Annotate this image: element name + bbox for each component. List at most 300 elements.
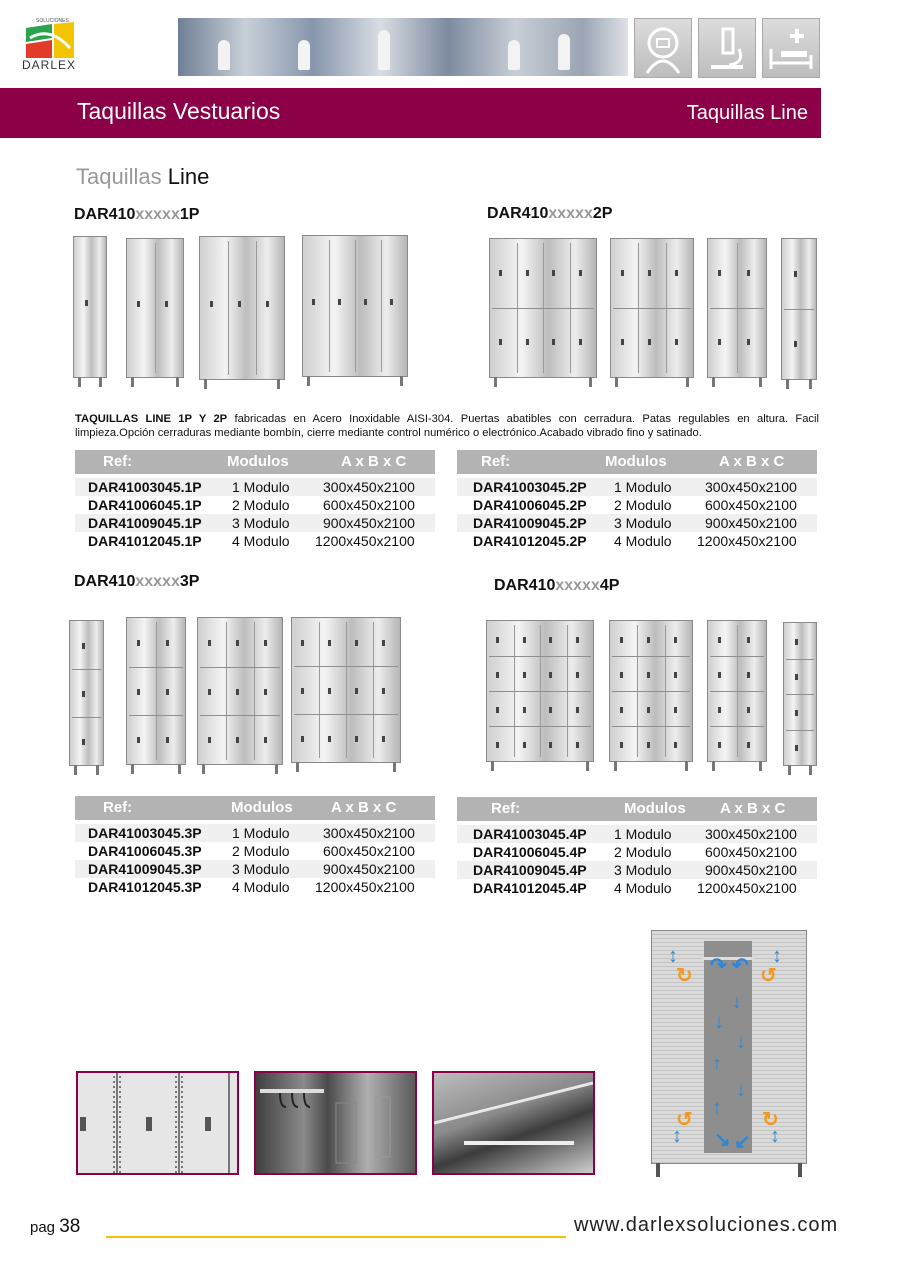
locker-row-divider — [612, 691, 690, 692]
cell-dimensions: 900x450x2100 — [323, 515, 415, 531]
table-body — [457, 478, 817, 550]
airflow-circular-arrow-icon: ↺ — [676, 1109, 693, 1131]
locker-leg — [307, 376, 310, 386]
table-row — [457, 514, 817, 532]
lock-icon — [499, 270, 502, 276]
lock-icon — [85, 300, 88, 306]
cell-ref: DAR41006045.2P — [473, 497, 587, 513]
cell-modulos: 2 Modulo — [232, 497, 290, 513]
lock-icon — [718, 270, 721, 276]
lock-icon — [137, 301, 140, 307]
cell-ref: DAR41006045.1P — [88, 497, 202, 513]
locker-door-divider — [329, 240, 330, 372]
lock-icon — [621, 270, 624, 276]
lock-icon — [301, 640, 304, 646]
lock-icon — [355, 688, 358, 694]
locker-leg — [798, 1163, 802, 1177]
locker-unit — [302, 235, 408, 377]
airflow-circular-arrow-icon: ↻ — [762, 1109, 779, 1131]
hospital-bed-icon — [762, 18, 820, 78]
locker-door-divider — [256, 241, 257, 375]
table-row — [75, 532, 435, 550]
lock-icon — [549, 637, 552, 643]
lock-icon — [718, 672, 721, 678]
table-row — [75, 496, 435, 514]
lock-icon — [390, 299, 393, 305]
lock-icon — [718, 637, 721, 643]
website-url[interactable]: www.darlexsoluciones.com — [574, 1214, 839, 1236]
cell-dimensions: 900x450x2100 — [705, 515, 797, 531]
locker-unit — [783, 622, 817, 766]
lock-icon — [747, 672, 750, 678]
lock-icon — [526, 339, 529, 345]
cell-ref: DAR41003045.4P — [473, 826, 587, 842]
lock-icon — [496, 637, 499, 643]
lock-icon — [82, 643, 85, 649]
airflow-up-arrow-icon: ↑ — [712, 1053, 722, 1075]
lock-icon — [496, 707, 499, 713]
lock-icon — [328, 736, 331, 742]
table-row — [75, 478, 435, 496]
locker-leg — [686, 377, 689, 387]
cell-dimensions: 1200x450x2100 — [697, 880, 797, 896]
lock-icon — [675, 339, 678, 345]
cell-ref: DAR41012045.3P — [88, 879, 202, 895]
lock-icon — [496, 742, 499, 748]
cell-ref: DAR41003045.3P — [88, 825, 202, 841]
lock-icon — [301, 688, 304, 694]
locker-leg — [277, 379, 280, 389]
lock-icon — [552, 270, 555, 276]
lock-icon — [647, 707, 650, 713]
locker-leg — [809, 379, 812, 389]
cell-dimensions: 600x450x2100 — [705, 844, 797, 860]
locker-leg — [204, 379, 207, 389]
lock-icon — [301, 736, 304, 742]
locker-door-divider — [254, 622, 255, 760]
locker-row-divider — [200, 667, 280, 668]
locker-leg — [491, 761, 494, 771]
lock-icon — [165, 301, 168, 307]
lock-icon — [523, 672, 526, 678]
lock-icon — [718, 339, 721, 345]
locker-leg — [712, 377, 715, 387]
cell-dimensions: 300x450x2100 — [705, 826, 797, 842]
locker-leg — [131, 764, 134, 774]
lock-icon — [82, 691, 85, 697]
lock-icon — [579, 270, 582, 276]
lock-icon — [137, 640, 140, 646]
microscope-icon — [698, 18, 756, 78]
cell-dimensions: 300x450x2100 — [323, 825, 415, 841]
locker-leg — [202, 764, 205, 774]
table-row — [75, 842, 435, 860]
locker-row-divider — [129, 667, 183, 668]
lock-icon — [338, 299, 341, 305]
cell-modulos: 4 Modulo — [232, 533, 290, 549]
lock-icon — [795, 745, 798, 751]
lock-icon — [210, 301, 213, 307]
lock-icon — [718, 742, 721, 748]
banner-subtitle: Taquillas Line — [686, 102, 808, 124]
lock-icon — [382, 640, 385, 646]
table-body — [75, 478, 435, 550]
table-row — [457, 496, 817, 514]
locker-leg — [494, 377, 497, 387]
section-title-grey: Taquillas — [76, 164, 162, 189]
lock-icon — [328, 688, 331, 694]
lock-icon — [552, 339, 555, 345]
lock-icon — [166, 640, 169, 646]
lock-icon — [236, 737, 239, 743]
page-number: pag 38 — [30, 1216, 81, 1237]
locker-unit — [69, 620, 104, 766]
cell-dimensions: 600x450x2100 — [323, 843, 415, 859]
locker-row-divider — [710, 308, 764, 309]
locker-leg — [788, 765, 791, 775]
lock-icon — [620, 742, 623, 748]
lock-icon — [795, 710, 798, 716]
spec-table-2p — [457, 450, 817, 550]
lock-icon — [166, 689, 169, 695]
lock-icon — [264, 640, 267, 646]
locker-unit — [291, 617, 401, 763]
lock-icon — [718, 707, 721, 713]
lock-icon — [674, 637, 677, 643]
airflow-locker-illustration — [651, 930, 807, 1164]
locker-unit — [197, 617, 283, 765]
lock-icon — [648, 339, 651, 345]
locker-leg — [78, 377, 81, 387]
cell-modulos: 3 Modulo — [614, 862, 672, 878]
locker-row-divider — [72, 669, 101, 670]
lock-icon — [747, 707, 750, 713]
cell-modulos: 3 Modulo — [232, 515, 290, 531]
cell-modulos: 4 Modulo — [614, 533, 672, 549]
locker-door-divider — [381, 240, 382, 372]
locker-leg — [178, 764, 181, 774]
locker-unit — [73, 236, 107, 378]
airflow-up-arrow-icon: ↑ — [712, 1097, 722, 1119]
locker-unit — [707, 238, 767, 378]
detail-photo-perforated-doors — [76, 1071, 239, 1175]
spec-table-1p — [75, 450, 435, 550]
cell-ref: DAR41009045.1P — [88, 515, 202, 531]
locker-row-divider — [786, 659, 814, 660]
footer-divider — [106, 1236, 566, 1238]
table-row — [457, 879, 817, 897]
locker-row-divider — [294, 714, 398, 715]
spec-table-3p — [75, 796, 435, 896]
locker-row-divider — [786, 730, 814, 731]
cell-ref: DAR41003045.2P — [473, 479, 587, 495]
locker-leg — [786, 379, 789, 389]
locker-row-divider — [72, 717, 101, 718]
table-row — [75, 514, 435, 532]
lock-icon — [137, 689, 140, 695]
lock-icon — [549, 707, 552, 713]
locker-row-divider — [710, 656, 764, 657]
cell-modulos: 2 Modulo — [614, 497, 672, 513]
lock-icon — [747, 742, 750, 748]
cell-modulos: 1 Modulo — [614, 479, 672, 495]
table-row — [457, 478, 817, 496]
locker-door-divider — [156, 622, 157, 760]
airflow-down-arrow-icon: ↕ — [672, 1125, 682, 1147]
locker-leg — [656, 1163, 660, 1177]
lock-icon — [794, 271, 797, 277]
description-text: fabricadas en Acero Inoxidable AISI-304. Puertas abatibles con cerradura. Patas regulables en altura. Facil limpieza.Opción cerraduras mediante bombín, cierre mediante control numérico o electrónico.Acabado vibrado fino y satinado. — [75, 413, 819, 439]
lock-icon — [236, 689, 239, 695]
locker-row-divider — [129, 715, 183, 716]
locker-unit — [781, 238, 817, 380]
locker-door-divider — [319, 622, 320, 758]
table-header: Ref: Modulos A x B x C — [457, 450, 817, 474]
locker-row-divider — [710, 726, 764, 727]
product-description — [75, 412, 819, 440]
lock-icon — [576, 707, 579, 713]
airflow-down-arrow-icon: ↓ — [714, 1011, 724, 1033]
locker-door-divider — [228, 241, 229, 375]
locker-row-divider — [710, 691, 764, 692]
airflow-circular-arrow-icon: ↺ — [760, 965, 777, 987]
lock-icon — [82, 739, 85, 745]
lock-icon — [382, 736, 385, 742]
cell-ref: DAR41009045.4P — [473, 862, 587, 878]
lock-icon — [794, 341, 797, 347]
cell-modulos: 3 Modulo — [232, 861, 290, 877]
lock-icon — [620, 672, 623, 678]
detail-photo-shelf — [432, 1071, 595, 1175]
cell-ref: DAR41006045.4P — [473, 844, 587, 860]
airflow-up-arrow-icon: ↕ — [668, 945, 678, 967]
table-row — [457, 825, 817, 843]
lock-icon — [747, 270, 750, 276]
cell-dimensions: 1200x450x2100 — [697, 533, 797, 549]
lock-icon — [312, 299, 315, 305]
lock-icon — [647, 637, 650, 643]
lock-icon — [579, 339, 582, 345]
table-row — [457, 843, 817, 861]
locker-unit — [609, 620, 693, 762]
cell-modulos: 1 Modulo — [614, 826, 672, 842]
locker-row-divider — [492, 308, 594, 309]
lock-icon — [264, 737, 267, 743]
lock-icon — [355, 736, 358, 742]
locker-leg — [96, 765, 99, 775]
table-row — [75, 824, 435, 842]
table-header: Ref: Modulos A x B x C — [457, 797, 817, 821]
locker-unit — [486, 620, 594, 762]
locker-unit — [199, 236, 285, 380]
cell-dimensions: 300x450x2100 — [323, 479, 415, 495]
banner-title: Taquillas Vestuarios — [77, 98, 281, 124]
airflow-down-arrow-icon: ↓ — [736, 1031, 746, 1053]
locker-leg — [759, 377, 762, 387]
table-row — [75, 860, 435, 878]
lock-icon — [364, 299, 367, 305]
locker-row-divider — [613, 308, 691, 309]
locker-leg — [400, 376, 403, 386]
locker-leg — [99, 377, 102, 387]
lock-icon — [674, 672, 677, 678]
locker-leg — [131, 377, 134, 387]
lock-icon — [523, 637, 526, 643]
cell-modulos: 2 Modulo — [232, 843, 290, 859]
lock-icon — [523, 707, 526, 713]
model-title-3p: DAR410xxxxx3P — [74, 573, 200, 590]
section-title-dark: Line — [167, 164, 210, 189]
locker-door-divider — [355, 240, 356, 372]
locker-leg — [685, 761, 688, 771]
lock-icon — [496, 672, 499, 678]
locker-row-divider — [200, 715, 280, 716]
description-bold: TAQUILLAS LINE 1P Y 2P — [75, 413, 228, 425]
airflow-up-arrow-icon: ↕ — [772, 945, 782, 967]
locker-leg — [809, 765, 812, 775]
locker-unit — [707, 620, 767, 762]
lock-icon — [549, 672, 552, 678]
lock-icon — [328, 640, 331, 646]
lock-icon — [382, 688, 385, 694]
lock-icon — [675, 270, 678, 276]
cell-modulos: 3 Modulo — [614, 515, 672, 531]
locker-row-divider — [612, 726, 690, 727]
lock-icon — [208, 689, 211, 695]
header-photo — [178, 18, 628, 76]
lock-icon — [208, 737, 211, 743]
locker-row-divider — [489, 691, 591, 692]
lock-icon — [266, 301, 269, 307]
locker-row-divider — [489, 656, 591, 657]
cell-dimensions: 1200x450x2100 — [315, 533, 415, 549]
model-title-4p: DAR410xxxxx4P — [494, 577, 620, 594]
locker-leg — [275, 764, 278, 774]
detail-photo-interior-hooks — [254, 1071, 417, 1175]
airflow-bottom-arrow-icon: ↙ — [734, 1131, 751, 1153]
locker-leg — [393, 762, 396, 772]
lock-icon — [647, 672, 650, 678]
lock-icon — [620, 707, 623, 713]
locker-leg — [176, 377, 179, 387]
locker-leg — [74, 765, 77, 775]
lock-icon — [576, 637, 579, 643]
lock-icon — [795, 674, 798, 680]
locker-unit — [126, 617, 186, 765]
person-hood-icon — [634, 18, 692, 78]
locker-door-divider — [155, 243, 156, 373]
table-row — [457, 532, 817, 550]
lock-icon — [264, 689, 267, 695]
locker-leg — [614, 761, 617, 771]
locker-unit — [126, 238, 184, 378]
table-row — [457, 861, 817, 879]
locker-leg — [296, 762, 299, 772]
cell-modulos: 1 Modulo — [232, 479, 290, 495]
table-body — [457, 825, 817, 897]
cell-ref: DAR41006045.3P — [88, 843, 202, 859]
locker-door-divider — [226, 622, 227, 760]
cell-modulos: 1 Modulo — [232, 825, 290, 841]
lock-icon — [674, 742, 677, 748]
lock-icon — [620, 637, 623, 643]
locker-unit — [489, 238, 597, 378]
airflow-down-arrow-icon: ↓ — [736, 1079, 746, 1101]
locker-unit — [610, 238, 694, 378]
airflow-down-arrow-icon: ↓ — [732, 991, 742, 1013]
locker-row-divider — [294, 666, 398, 667]
locker-leg — [615, 377, 618, 387]
section-title — [76, 164, 209, 190]
table-header: Ref: Modulos A x B x C — [75, 450, 435, 474]
spec-table-4p — [457, 797, 817, 897]
airflow-curve-arrow-icon: ↶ — [732, 955, 749, 977]
logo-small-text: SOLUCIONES — [36, 18, 69, 24]
lock-icon — [747, 637, 750, 643]
lock-icon — [747, 339, 750, 345]
lock-icon — [549, 742, 552, 748]
table-body — [75, 824, 435, 896]
cell-dimensions: 900x450x2100 — [323, 861, 415, 877]
locker-door-divider — [373, 622, 374, 758]
locker-leg — [589, 377, 592, 387]
lock-icon — [499, 339, 502, 345]
cell-ref: DAR41012045.4P — [473, 880, 587, 896]
airflow-down-arrow-icon: ↕ — [770, 1125, 780, 1147]
locker-door-divider — [346, 622, 347, 758]
airflow-curve-arrow-icon: ↷ — [710, 955, 727, 977]
locker-leg — [586, 761, 589, 771]
locker-row-divider — [489, 726, 591, 727]
cell-ref: DAR41012045.1P — [88, 533, 202, 549]
airflow-bottom-arrow-icon: ↘ — [714, 1129, 731, 1151]
table-row — [75, 878, 435, 896]
airflow-circular-arrow-icon: ↻ — [676, 965, 693, 987]
lock-icon — [137, 737, 140, 743]
cell-modulos: 4 Modulo — [232, 879, 290, 895]
logo-text: DARLEX — [22, 58, 77, 72]
lock-icon — [674, 707, 677, 713]
lock-icon — [208, 640, 211, 646]
cell-dimensions: 600x450x2100 — [323, 497, 415, 513]
cell-dimensions: 600x450x2100 — [705, 497, 797, 513]
cell-modulos: 2 Modulo — [614, 844, 672, 860]
lock-icon — [236, 640, 239, 646]
lock-icon — [355, 640, 358, 646]
cell-modulos: 4 Modulo — [614, 880, 672, 896]
cell-dimensions: 300x450x2100 — [705, 479, 797, 495]
lock-icon — [621, 339, 624, 345]
cell-dimensions: 900x450x2100 — [705, 862, 797, 878]
locker-row-divider — [786, 694, 814, 695]
table-header: Ref: Modulos A x B x C — [75, 796, 435, 820]
cell-dimensions: 1200x450x2100 — [315, 879, 415, 895]
lock-icon — [526, 270, 529, 276]
lock-icon — [795, 639, 798, 645]
lock-icon — [648, 270, 651, 276]
locker-row-divider — [784, 309, 814, 310]
model-title-2p: DAR410xxxxx2P — [487, 205, 613, 222]
cell-ref: DAR41012045.2P — [473, 533, 587, 549]
lock-icon — [238, 301, 241, 307]
cell-ref: DAR41003045.1P — [88, 479, 202, 495]
model-title-1p: DAR410xxxxx1P — [74, 206, 200, 223]
lock-icon — [576, 672, 579, 678]
locker-row-divider — [612, 656, 690, 657]
locker-leg — [759, 761, 762, 771]
cell-ref: DAR41009045.2P — [473, 515, 587, 531]
lock-icon — [523, 742, 526, 748]
